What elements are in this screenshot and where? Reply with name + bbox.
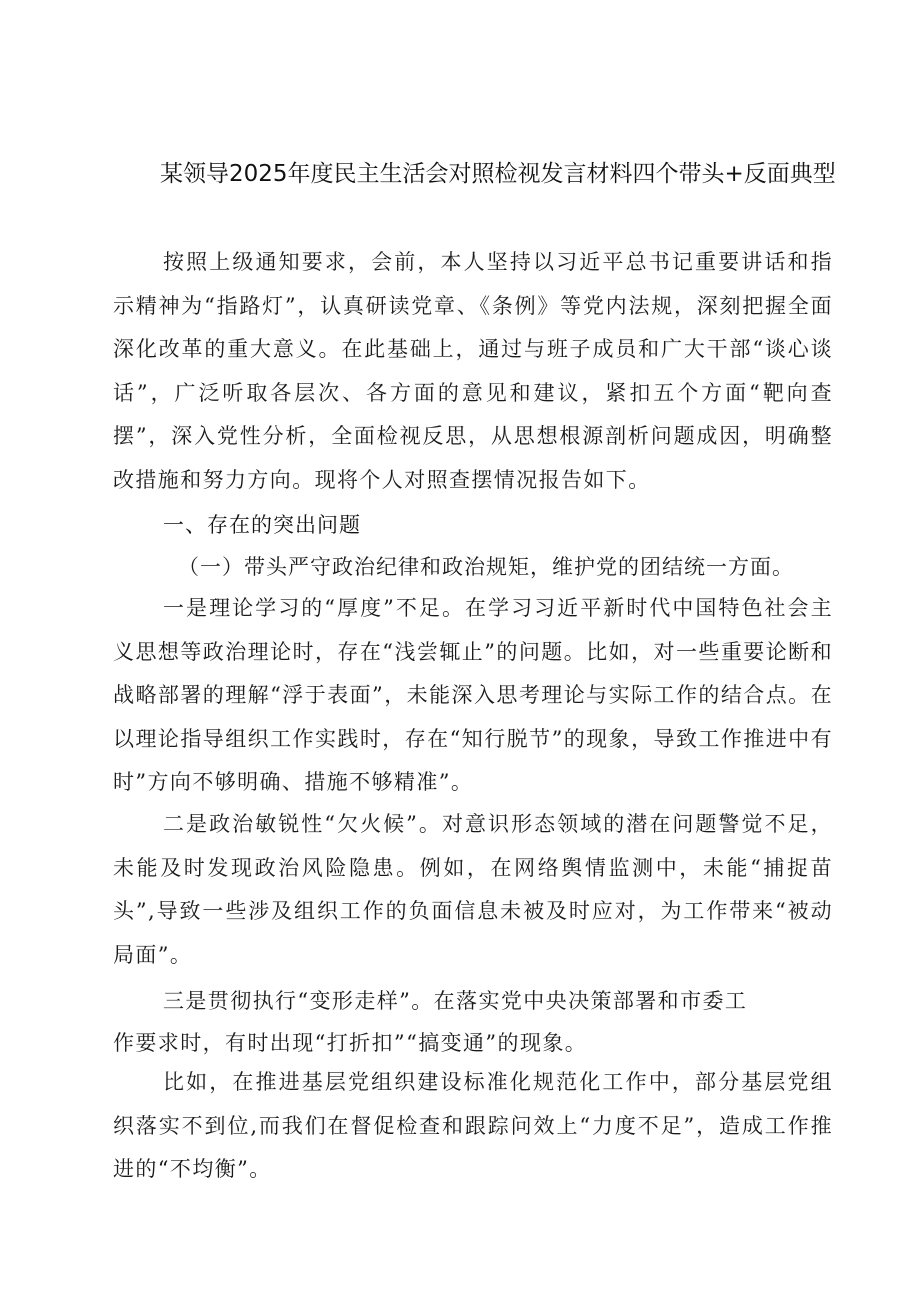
section-heading: 一、存在的突出问题 [163, 513, 361, 537]
point-3-example-paragraph: 比如，在推进基层党组织建设标准化规范化工作中，部分基层党组织落实不到位,而我们在督促检查和跟踪问效上“力度不足”，造成工作推进的“不均衡”。 [113, 1070, 833, 1181]
point-1-paragraph: 一是理论学习的“厚度”不足。在学习习近平新时代中国特色社会主义思想等政治理论时，存在“浅尝辄止”的问题。比如，对一些重要论断和战略部署的理解“浮于表面”，未能深入思考理论与实际工作的结合点。在以理论指导组织工作实践时，存在“知行脱节”的现象，导致工作推进中有时”方向不够明确、措施不够精准”。 [113, 596, 833, 794]
point-2-paragraph: 二是政治敏锐性“欠火候”。对意识形态领域的潜在问题警觉不足，未能及时发现政治风险隐患。例如，在网络舆情监测中，未能“捕捉苗头”,导致一些涉及组织工作的负面信息未被及时应对，为工作带来“被动局面”。 [113, 812, 833, 967]
intro-paragraph: 按照上级通知要求，会前，本人坚持以习近平总书记重要讲话和指示精神为“指路灯”，认真研读党章、《条例》等党内法规，深刻把握全面深化改革的重大意义。在此基础上，通过与班子成员和广大干部“谈心谈话”，广泛听取各层次、各方面的意见和建议，紧扣五个方面“靶向查摆”，深入党性分析，全面检视反思，从思想根源剖析问题成因，明确整改措施和努力方向。现将个人对照查摆情况报告如下。 [113, 250, 833, 492]
document-title: 某领导2025年度民主生活会对照检视发言材料四个带头+反面典型 [160, 161, 836, 187]
point-3-line-2: 作要求时，有时出现“打折扣”“搞变通”的现象。 [113, 1031, 588, 1055]
subsection-heading: （一）带头严守政治纪律和政治规矩，维护党的团结统一方面。 [178, 555, 794, 579]
point-3-line-1: 三是贯彻执行“变形走样”。在落实党中央决策部署和市委工 [163, 989, 748, 1013]
